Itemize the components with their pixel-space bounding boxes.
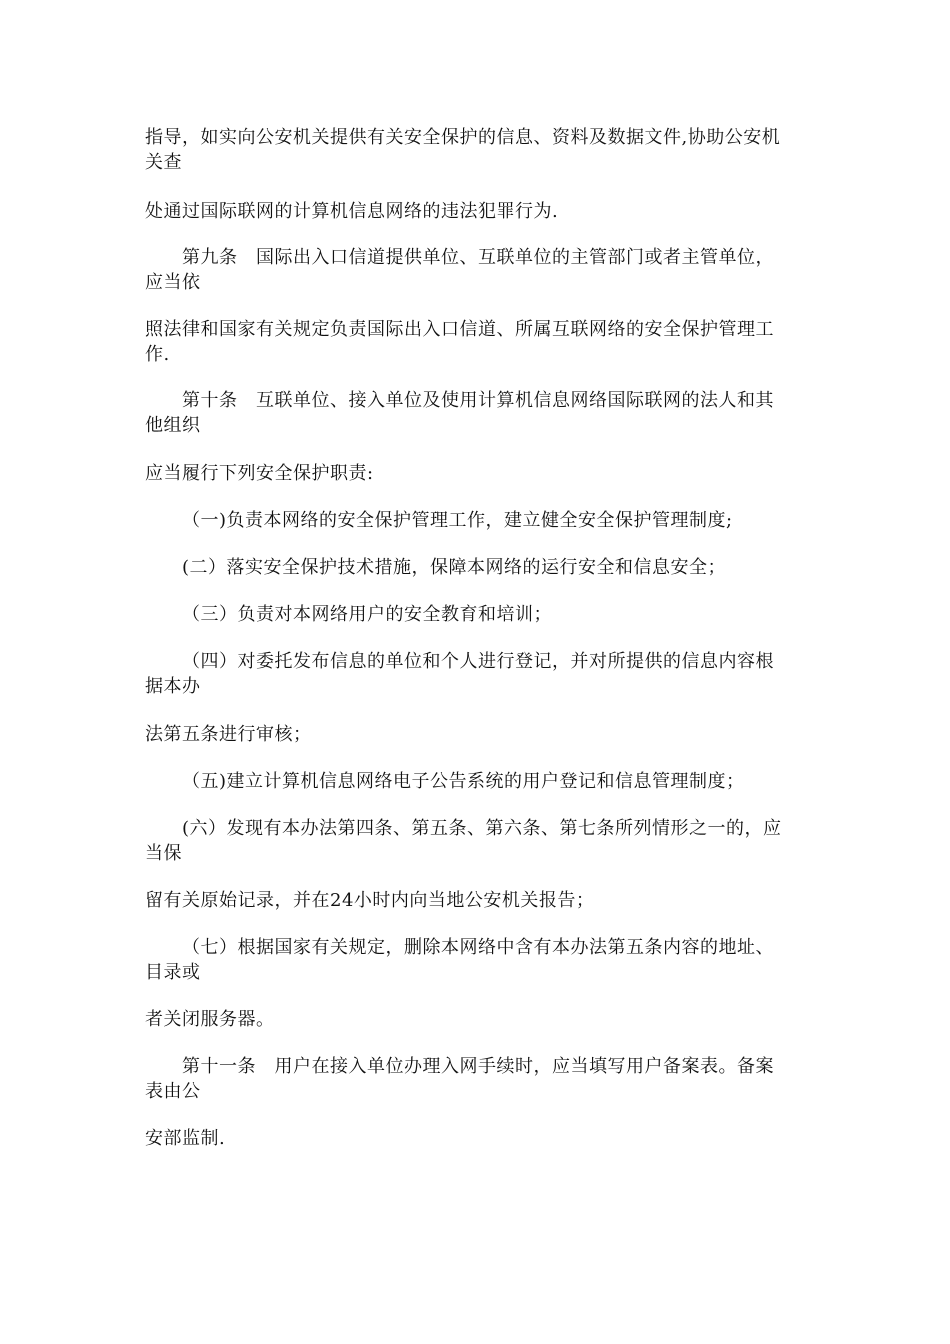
text-line: 关查 bbox=[145, 152, 182, 173]
text-line: 应当依 bbox=[145, 272, 201, 293]
list-item-7: （七）根据国家有关规定，删除本网络中含有本办法第五条内容的地址、 bbox=[182, 937, 774, 958]
text-line: 处通过国际联网的计算机信息网络的违法犯罪行为. bbox=[145, 201, 559, 222]
list-item-6: (六）发现有本办法第四条、第五条、第六条、第七条所列情形之一的，应 bbox=[182, 818, 782, 839]
text-line: 表由公 bbox=[145, 1081, 201, 1102]
text-line: 法第五条进行审核； bbox=[145, 724, 312, 745]
text-line: 当保 bbox=[145, 843, 182, 864]
text-line: 作. bbox=[145, 344, 170, 365]
list-item-4: （四）对委托发布信息的单位和个人进行登记，并对所提供的信息内容根 bbox=[182, 651, 774, 672]
list-item-2: (二）落实安全保护技术措施，保障本网络的运行安全和信息安全； bbox=[182, 557, 727, 578]
text-line: 据本办 bbox=[145, 676, 201, 697]
text-line: 他组织 bbox=[145, 415, 201, 436]
text-line: 安部监制. bbox=[145, 1128, 226, 1149]
list-item-3: （三）负责对本网络用户的安全教育和培训； bbox=[182, 604, 552, 625]
article-9-heading-line: 第九条 国际出入口信道提供单位、互联单位的主管部门或者主管单位， bbox=[182, 247, 774, 268]
text-line: 目录或 bbox=[145, 962, 201, 983]
article-10-heading-line: 第十条 互联单位、接入单位及使用计算机信息网络国际联网的法人和其 bbox=[182, 390, 774, 411]
list-item-5: （五)建立计算机信息网络电子公告系统的用户登记和信息管理制度； bbox=[182, 771, 745, 792]
text-line: 指导，如实向公安机关提供有关安全保护的信息、资料及数据文件,协助公安机 bbox=[145, 127, 781, 148]
list-item-1: （一)负责本网络的安全保护管理工作，建立健全安全保护管理制度; bbox=[182, 510, 733, 531]
article-11-heading-line: 第十一条 用户在接入单位办理入网手续时，应当填写用户备案表。备案 bbox=[182, 1056, 774, 1077]
text-line: 照法律和国家有关规定负责国际出入口信道、所属互联网络的安全保护管理工 bbox=[145, 319, 774, 340]
text-line: 留有关原始记录，并在24小时内向当地公安机关报告； bbox=[145, 890, 595, 911]
text-line: 应当履行下列安全保护职责: bbox=[145, 463, 374, 484]
text-line: 者关闭服务器。 bbox=[145, 1009, 275, 1030]
